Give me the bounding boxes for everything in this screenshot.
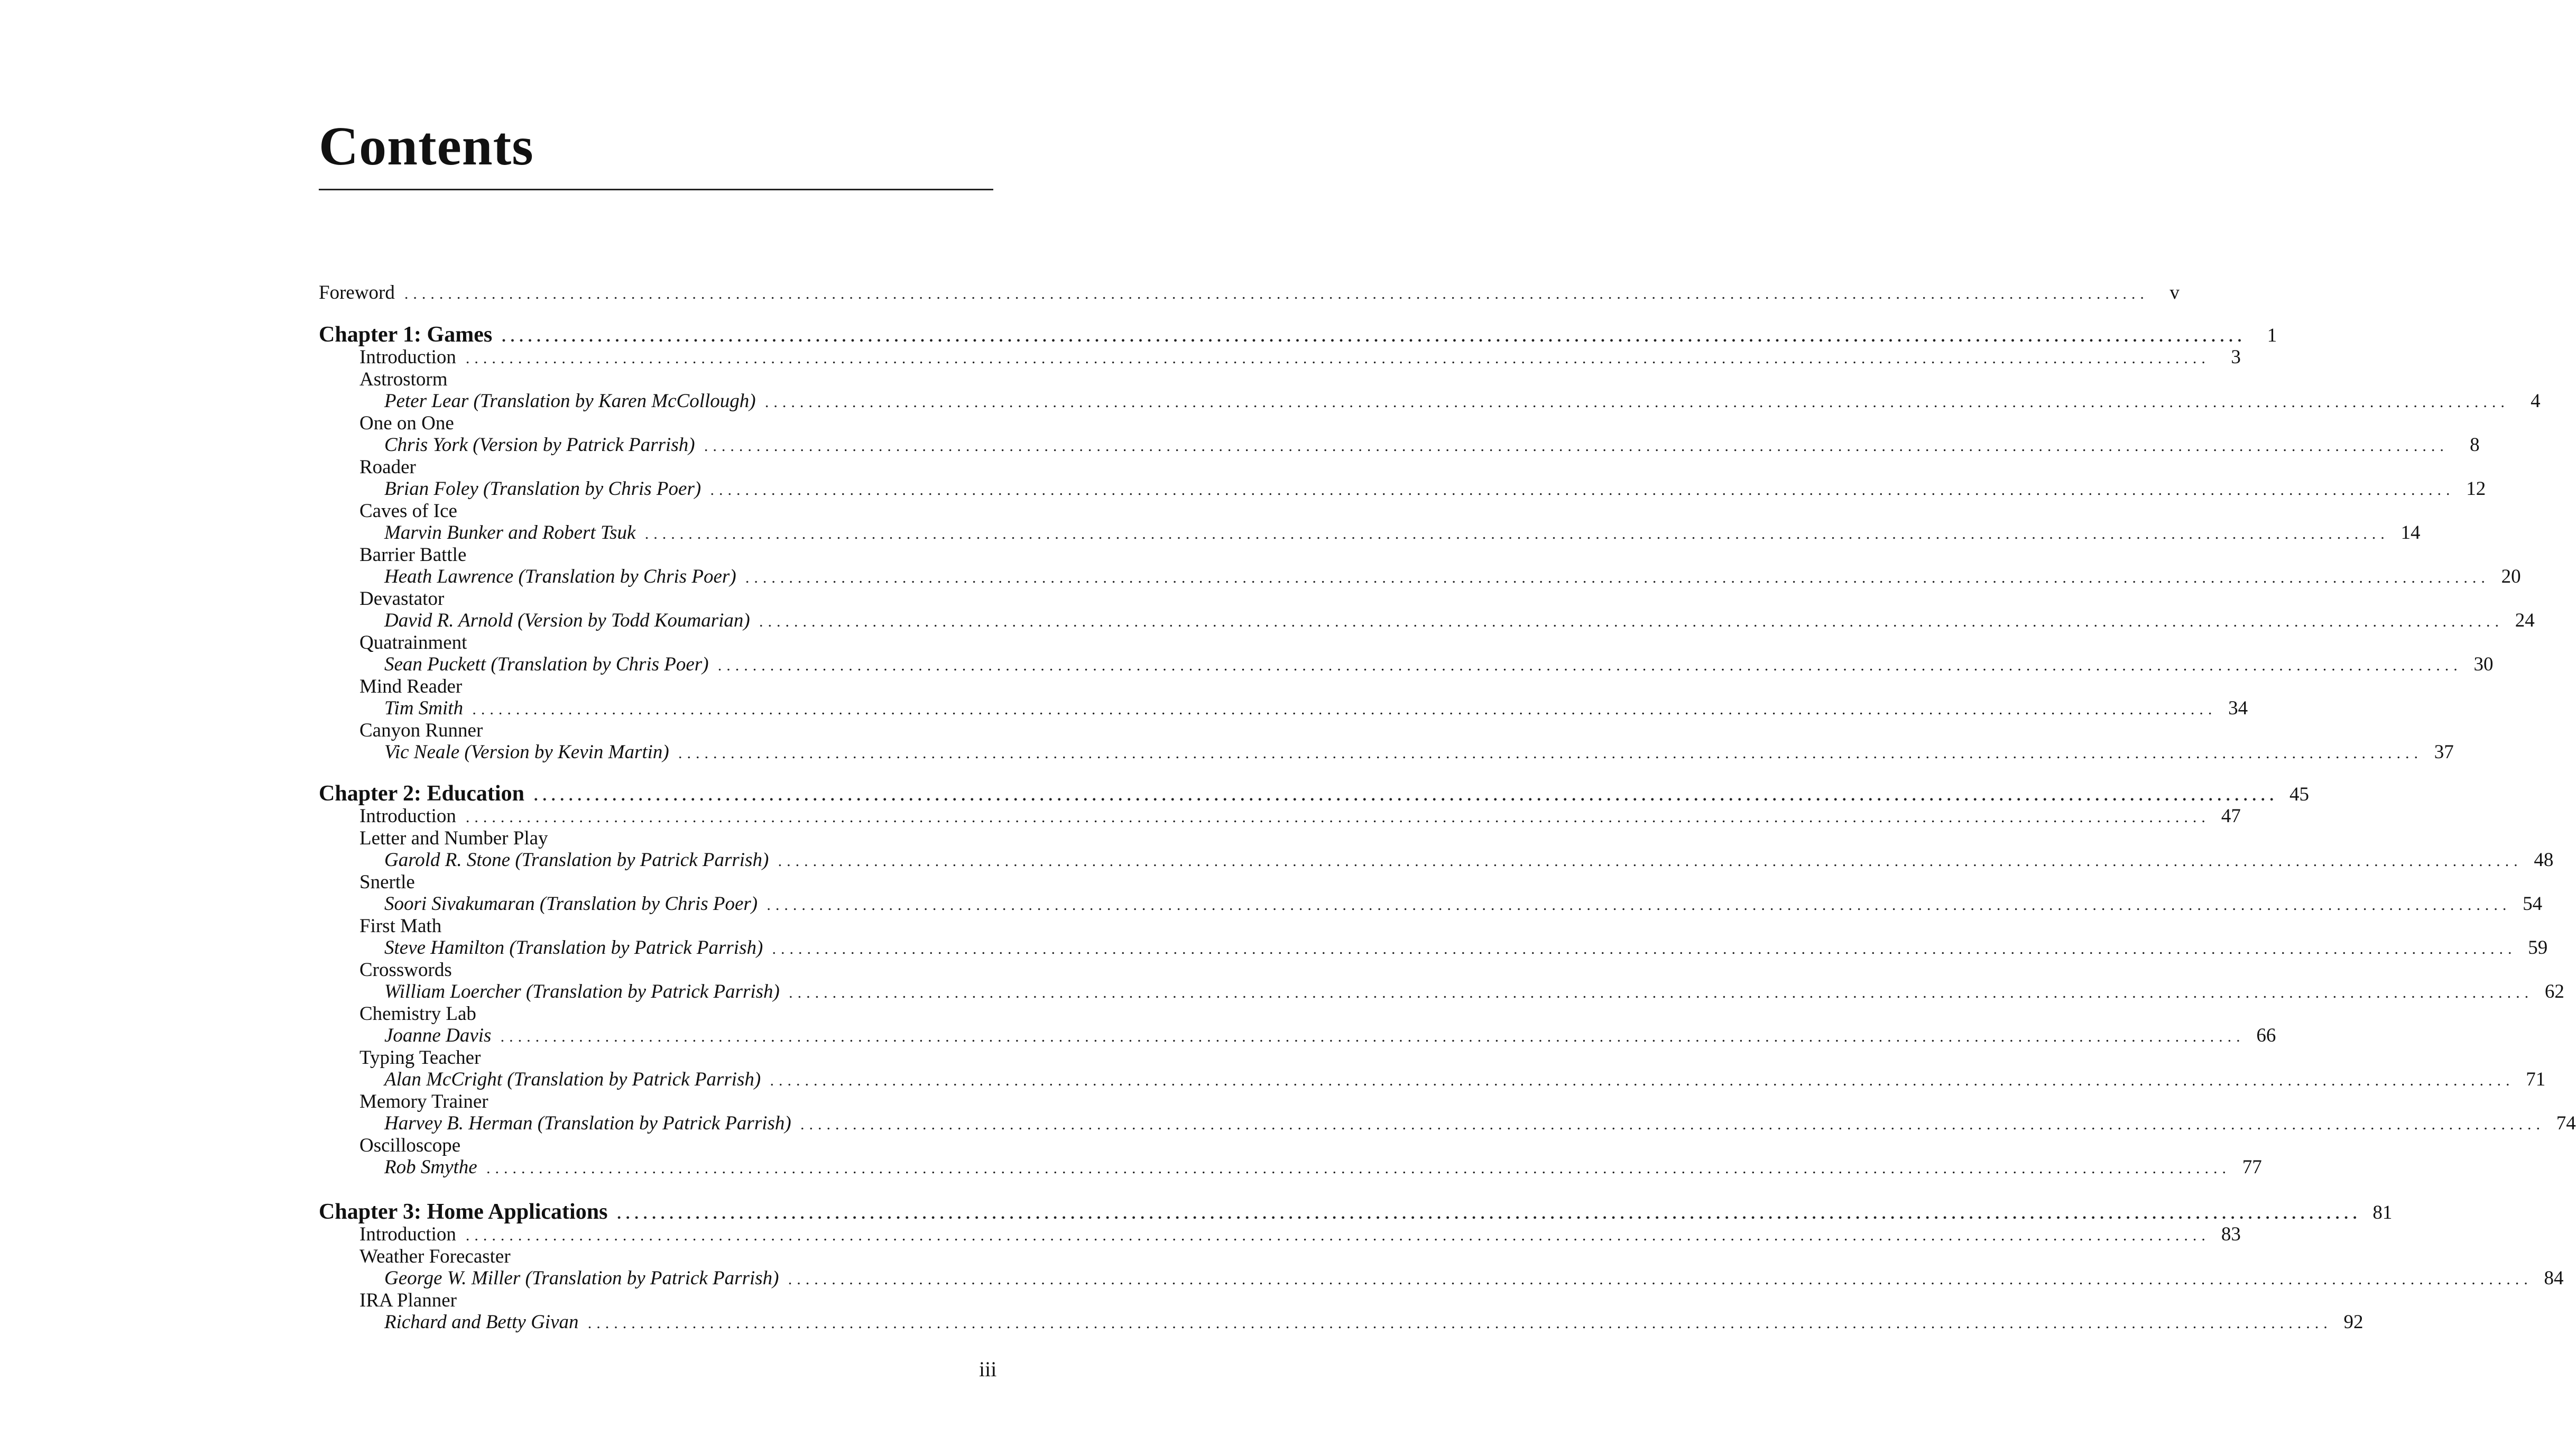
- program-byline-label: Alan McCright (Translation by Patrick Parrish): [384, 1069, 761, 1090]
- program-byline: [319, 937, 2548, 959]
- program-byline: [319, 610, 2535, 631]
- program-byline: [319, 434, 2480, 456]
- program-title: Snertle: [359, 871, 415, 893]
- program-title: Barrier Battle: [359, 544, 467, 566]
- program-title: Roader: [359, 456, 416, 478]
- dot-leader: ........................................................................................................................................................................................................: [710, 481, 2455, 499]
- program-byline: [319, 893, 2543, 915]
- program-byline-page: 74: [2556, 1112, 2576, 1134]
- program-byline-label: Joanne Davis: [384, 1025, 492, 1046]
- program-byline-page: 54: [2523, 893, 2543, 915]
- program-byline-page: 8: [2470, 434, 2480, 456]
- program-title: Mind Reader: [359, 675, 463, 697]
- dot-leader: ........................................................................................................................................................................................................: [800, 1116, 2545, 1133]
- program-byline-label: Marvin Bunker and Robert Tsuk: [384, 522, 636, 544]
- program-title: Devastator: [359, 587, 445, 610]
- dot-leader: ........................................................................................................................................................................................................: [465, 808, 2210, 826]
- program-byline-label: Soori Sivakumaran (Translation by Chris Poer): [384, 893, 758, 915]
- intro-entry-page: 3: [2231, 346, 2241, 368]
- dot-leader: ........................................................................................................................................................................................................: [645, 525, 2390, 542]
- program-byline: [319, 1267, 2564, 1289]
- program-byline: [319, 522, 2421, 544]
- intro-entry-label: Introduction: [359, 805, 456, 827]
- program-title: Crosswords: [359, 959, 452, 981]
- program-byline: [319, 1311, 2363, 1333]
- program-title: Astrostorm: [359, 368, 448, 390]
- program-byline-page: 77: [2242, 1156, 2262, 1178]
- table-of-contents: [319, 0, 2576, 1454]
- dot-leader: ........................................................................................................................................................................................................: [778, 852, 2523, 870]
- program-title: IRA Planner: [359, 1289, 457, 1311]
- foreword-entry: [319, 282, 2180, 303]
- program-byline-page: 66: [2256, 1025, 2276, 1046]
- intro-entry-page: 47: [2221, 805, 2241, 827]
- dot-leader: ........................................................................................................................................................................................................: [765, 393, 2510, 411]
- program-byline-page: 4: [2531, 390, 2541, 412]
- program-byline-page: 37: [2434, 741, 2454, 763]
- program-byline-page: 59: [2528, 937, 2548, 959]
- dot-leader: ........................................................................................................................................................................................................: [404, 285, 2149, 302]
- program-byline-page: 71: [2526, 1069, 2546, 1090]
- program-byline-label: William Loercher (Translation by Patrick Parrish): [384, 981, 780, 1002]
- program-title: Quatrainment: [359, 631, 467, 654]
- foreword-entry-page: v: [2169, 282, 2180, 303]
- program-byline: [319, 566, 2521, 587]
- dot-leader: ........................................................................................................................................................................................................: [533, 787, 2278, 804]
- chapter-heading: [319, 1200, 2393, 1224]
- program-byline-label: Steve Hamilton (Translation by Patrick Parrish): [384, 937, 763, 959]
- program-title: One on One: [359, 412, 454, 434]
- program-byline: [319, 1156, 2262, 1178]
- intro-entry-label: Introduction: [359, 1223, 456, 1245]
- dot-leader: ........................................................................................................................................................................................................: [465, 1227, 2210, 1244]
- program-byline-label: Tim Smith: [384, 697, 464, 719]
- chapter-heading-label: Chapter 2: Education: [319, 781, 524, 806]
- chapter-heading: [319, 781, 2309, 806]
- program-byline-label: Garold R. Stone (Translation by Patrick Parrish): [384, 849, 769, 871]
- program-byline-page: 20: [2501, 566, 2521, 587]
- chapter-heading-page: 81: [2372, 1202, 2393, 1223]
- program-byline-label: Chris York (Version by Patrick Parrish): [384, 434, 695, 456]
- dot-leader: ........................................................................................................................................................................................................: [704, 437, 2449, 455]
- program-byline: [319, 1025, 2276, 1046]
- intro-entry: [319, 805, 2241, 827]
- program-byline: [319, 697, 2248, 719]
- program-title: First Math: [359, 915, 442, 937]
- intro-entry-page: 83: [2221, 1223, 2241, 1245]
- program-byline-page: 24: [2515, 610, 2535, 631]
- program-byline: [319, 1069, 2546, 1090]
- program-title: Caves of Ice: [359, 500, 457, 522]
- dot-leader: ........................................................................................................................................................................................................: [473, 701, 2218, 718]
- program-byline-page: 12: [2466, 478, 2486, 500]
- chapter-heading: [319, 323, 2277, 347]
- program-byline-page: 34: [2228, 697, 2248, 719]
- chapter-heading-page: 45: [2289, 784, 2309, 805]
- program-byline-label: George W. Miller (Translation by Patrick Parrish): [384, 1267, 779, 1289]
- program-byline-label: Heath Lawrence (Translation by Chris Poer): [384, 566, 736, 587]
- dot-leader: ........................................................................................................................................................................................................: [718, 657, 2463, 674]
- dot-leader: ........................................................................................................................................................................................................: [502, 328, 2247, 345]
- program-byline: [319, 981, 2564, 1002]
- dot-leader: ........................................................................................................................................................................................................: [788, 1271, 2533, 1288]
- program-byline: [319, 741, 2454, 763]
- dot-leader: ........................................................................................................................................................................................................: [588, 1314, 2333, 1332]
- chapter-heading-page: 1: [2267, 325, 2277, 346]
- program-byline-label: Vic Neale (Version by Kevin Martin): [384, 741, 669, 763]
- intro-entry: [319, 1223, 2241, 1245]
- foreword-entry-label: Foreword: [319, 282, 395, 303]
- chapter-heading-label: Chapter 3: Home Applications: [319, 1200, 608, 1224]
- program-title: Canyon Runner: [359, 719, 483, 741]
- program-byline-page: 30: [2473, 654, 2494, 675]
- program-title: Weather Forecaster: [359, 1245, 511, 1267]
- program-byline: [319, 478, 2486, 500]
- dot-leader: ........................................................................................................................................................................................................: [678, 744, 2423, 762]
- program-byline-label: Sean Puckett (Translation by Chris Poer): [384, 654, 709, 675]
- program-byline-page: 92: [2343, 1311, 2363, 1333]
- program-byline-label: Harvey B. Herman (Translation by Patrick Parrish): [384, 1112, 791, 1134]
- dot-leader: ........................................................................................................................................................................................................: [465, 349, 2210, 367]
- dot-leader: ........................................................................................................................................................................................................: [789, 984, 2534, 1001]
- page-title: Contents: [319, 116, 534, 177]
- program-byline-page: 14: [2400, 522, 2421, 544]
- dot-leader: ........................................................................................................................................................................................................: [486, 1159, 2231, 1177]
- program-title: Typing Teacher: [359, 1046, 481, 1069]
- program-byline-label: Peter Lear (Translation by Karen McCollough): [384, 390, 756, 412]
- dot-leader: ........................................................................................................................................................................................................: [770, 1072, 2515, 1089]
- dot-leader: ........................................................................................................................................................................................................: [745, 569, 2490, 586]
- dot-leader: ........................................................................................................................................................................................................: [767, 896, 2512, 914]
- program-byline: [319, 654, 2494, 675]
- intro-entry: [319, 346, 2241, 368]
- program-byline: [319, 390, 2541, 412]
- program-title: Oscilloscope: [359, 1134, 461, 1156]
- dot-leader: ........................................................................................................................................................................................................: [759, 613, 2504, 630]
- program-title: Memory Trainer: [359, 1090, 488, 1112]
- program-byline-page: 62: [2544, 981, 2564, 1002]
- program-byline-label: Rob Smythe: [384, 1156, 477, 1178]
- dot-leader: ........................................................................................................................................................................................................: [617, 1205, 2362, 1222]
- dot-leader: ........................................................................................................................................................................................................: [772, 940, 2517, 958]
- program-title: Letter and Number Play: [359, 827, 548, 849]
- program-byline-label: Brian Foley (Translation by Chris Poer): [384, 478, 701, 500]
- program-byline: [319, 849, 2554, 871]
- program-byline-page: 48: [2534, 849, 2554, 871]
- program-title: Chemistry Lab: [359, 1002, 476, 1025]
- intro-entry-label: Introduction: [359, 346, 456, 368]
- program-byline-label: David R. Arnold (Version by Todd Koumarian): [384, 610, 750, 631]
- chapter-heading-label: Chapter 1: Games: [319, 323, 493, 347]
- page-number: iii: [979, 1357, 997, 1381]
- program-byline: [319, 1112, 2576, 1134]
- program-byline-page: 84: [2544, 1267, 2564, 1289]
- program-byline-label: Richard and Betty Givan: [384, 1311, 579, 1333]
- dot-leader: ........................................................................................................................................................................................................: [501, 1028, 2246, 1045]
